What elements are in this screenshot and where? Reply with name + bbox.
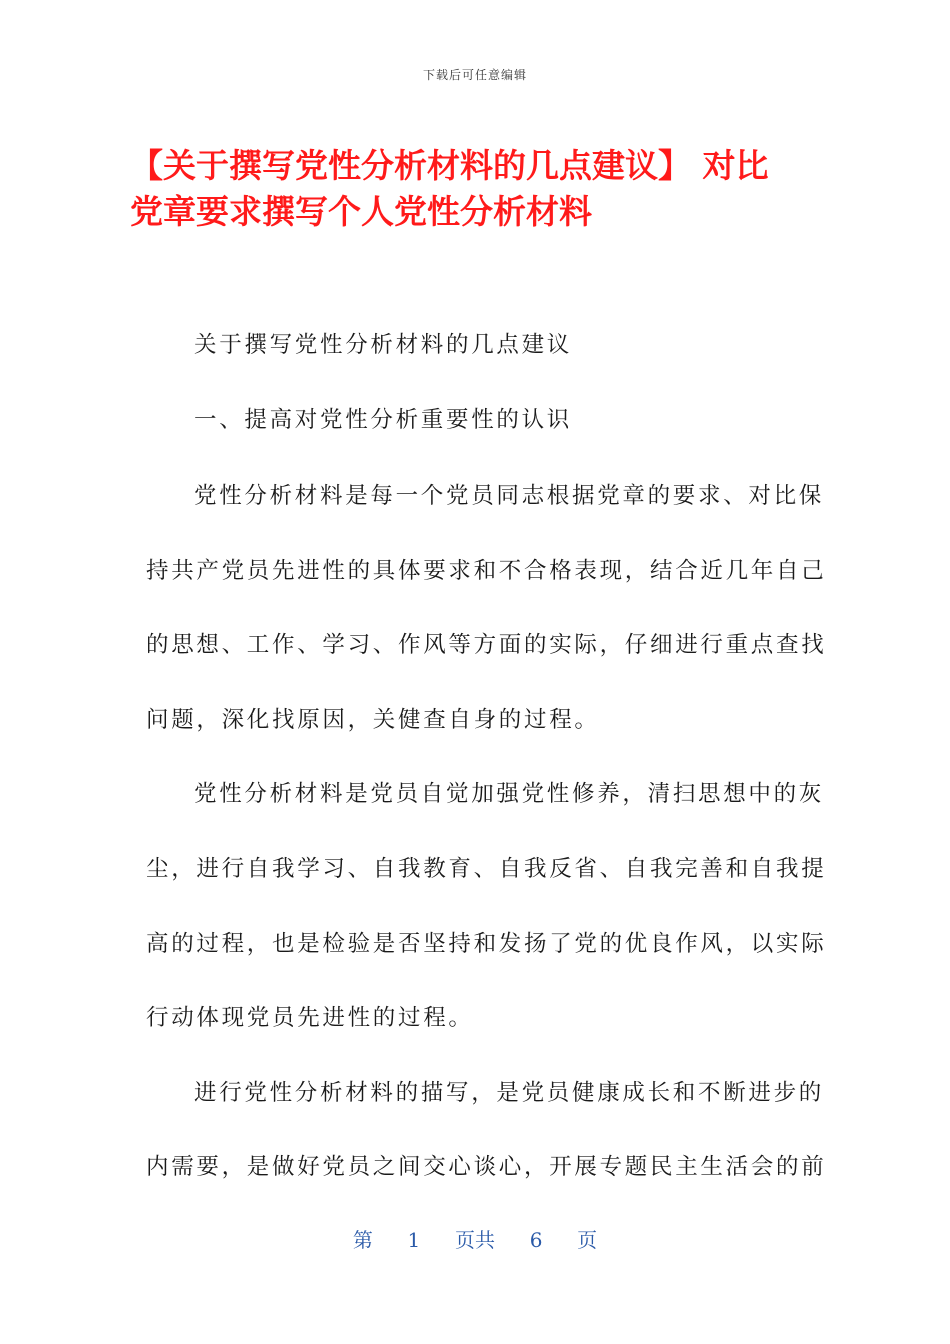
paragraph-line: 持共产党员先进性的具体要求和不合格表现，结合近几年自己: [146, 558, 827, 584]
title-line-2: 党章要求撰写个人党性分析材料: [130, 192, 592, 231]
page-prefix: 第: [352, 1228, 373, 1252]
subsection-heading: 一、提高对党性分析重要性的认识: [194, 407, 573, 433]
paragraph-line: 党性分析材料是党员自觉加强党性修养，清扫思想中的灰: [194, 781, 825, 807]
paragraph-line: 党性分析材料是每一个党员同志根据党章的要求、对比保: [194, 483, 825, 509]
title-line-1: 【关于撰写党性分析材料的几点建议】 对比: [130, 146, 769, 185]
header-note: 下载后可任意编辑: [422, 68, 527, 82]
page-footer: [0, 1224, 950, 1253]
paragraph-line: 行动体现党员先进性的过程。: [146, 1005, 474, 1031]
paragraph-line: 内需要，是做好党员之间交心谈心，开展专题民主生活会的前: [146, 1154, 827, 1180]
page-middle: 页共: [455, 1228, 495, 1252]
section-heading: 关于撰写党性分析材料的几点建议: [194, 332, 573, 358]
page-number: 1: [407, 1228, 421, 1252]
paragraph-line: 尘，进行自我学习、自我教育、自我反省、自我完善和自我提: [146, 856, 827, 882]
paragraph-line: 问题，深化找原因，关健查自身的过程。: [146, 707, 600, 733]
paragraph-line: 高的过程，也是检验是否坚持和发扬了党的优良作风，以实际: [146, 931, 827, 957]
page-suffix: 页: [577, 1228, 598, 1252]
paragraph-line: 的思想、工作、学习、作风等方面的实际，仔细进行重点查找: [146, 632, 827, 658]
total-pages: 6: [529, 1228, 543, 1252]
paragraph-line: 进行党性分析材料的描写，是党员健康成长和不断进步的: [194, 1080, 825, 1106]
